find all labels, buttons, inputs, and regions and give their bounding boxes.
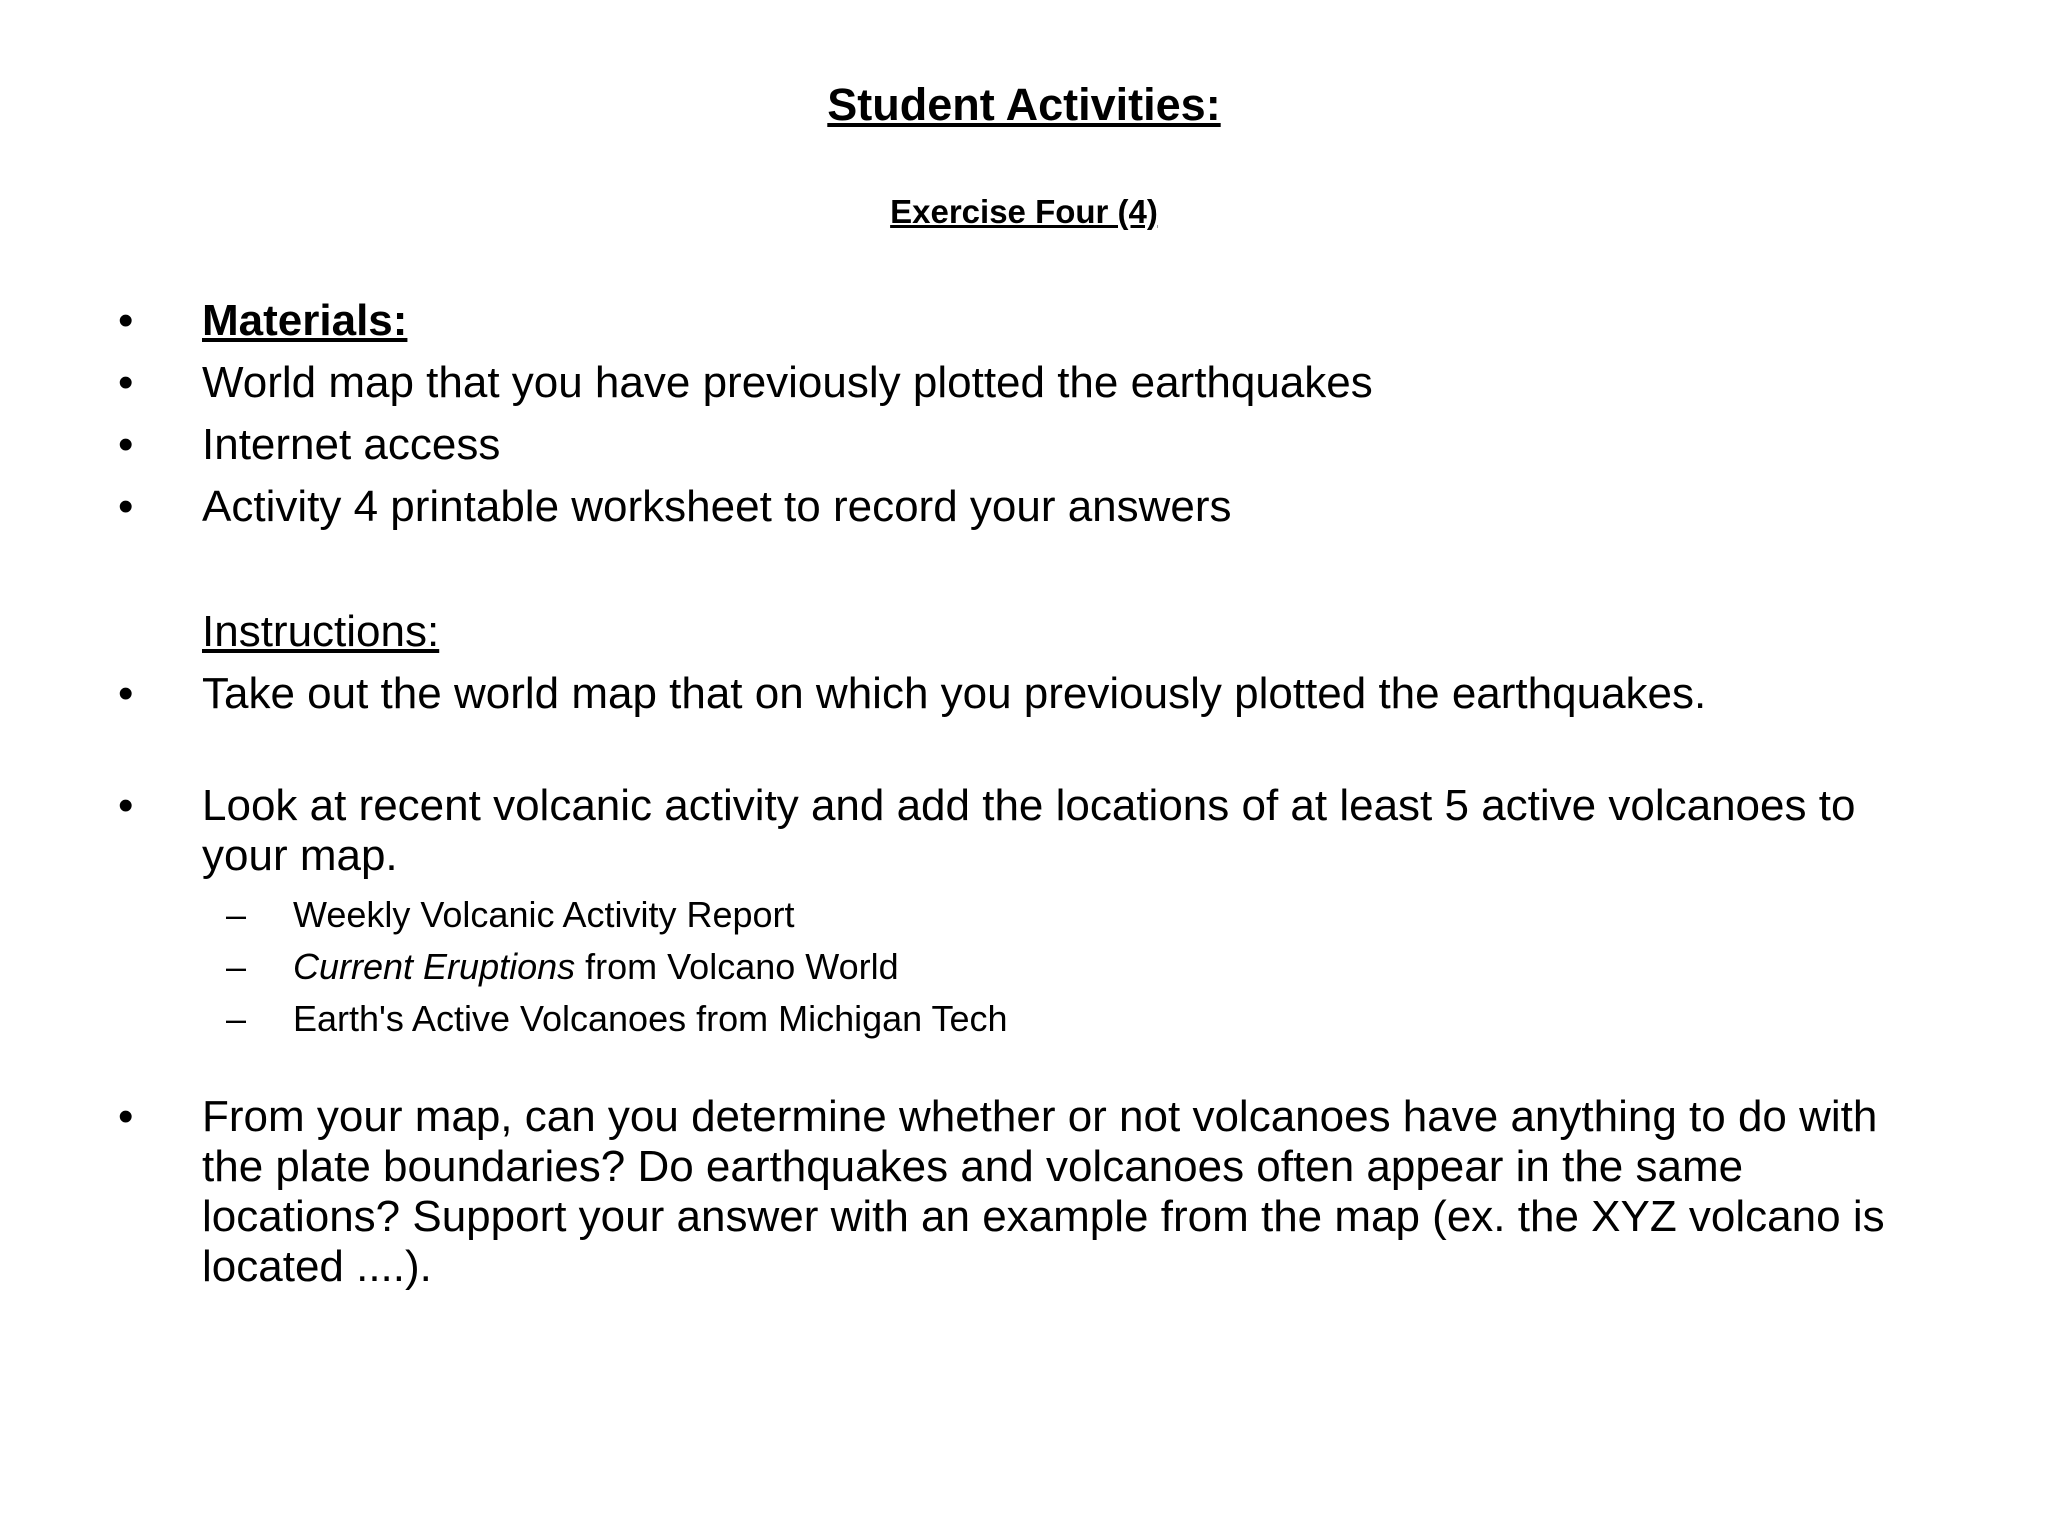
materials-item: Internet access bbox=[202, 420, 501, 469]
instruction-step: From your map, can you determine whether or not volcanoes have anything to do with the plate boundaries? Do earthquakes and volcanoes often appear in the same locations? Support your answer with an example from the map (ex. the XYZ volcano is located ....). bbox=[202, 1092, 1885, 1291]
dash-icon: – bbox=[226, 894, 247, 935]
bullet-icon: • bbox=[118, 358, 134, 407]
instruction-step: Take out the world map that on which you previously plotted the earthquakes. bbox=[202, 669, 1707, 718]
page-title: Student Activities: bbox=[827, 79, 1221, 130]
bullet-icon: • bbox=[118, 781, 134, 830]
resource-michigan-tech[interactable]: Earth's Active Volcanoes from Michigan Tech bbox=[293, 998, 1008, 1039]
bullet-icon: • bbox=[118, 482, 134, 531]
instruction-step: Look at recent volcanic activity and add the locations of at least 5 active volcanoes to your map. bbox=[202, 781, 1856, 880]
page-subtitle: Exercise Four (4) bbox=[890, 193, 1158, 230]
bullet-icon: • bbox=[118, 1092, 134, 1141]
resource-title-italic: Current Eruptions bbox=[293, 946, 576, 987]
materials-item: World map that you have previously plotted the earthquakes bbox=[202, 358, 1373, 407]
bullet-icon: • bbox=[118, 669, 134, 718]
bullet-icon: • bbox=[118, 420, 134, 469]
dash-icon: – bbox=[226, 946, 247, 987]
resource-weekly-report[interactable]: Weekly Volcanic Activity Report bbox=[293, 894, 795, 935]
instructions-heading: Instructions: bbox=[202, 607, 440, 656]
materials-item: Activity 4 printable worksheet to record your answers bbox=[202, 482, 1232, 531]
materials-heading: Materials: bbox=[202, 296, 408, 345]
bullet-icon: • bbox=[118, 296, 134, 345]
resource-source: from Volcano World bbox=[575, 946, 899, 987]
dash-icon: – bbox=[226, 998, 247, 1039]
resource-current-eruptions[interactable] bbox=[293, 945, 1893, 989]
